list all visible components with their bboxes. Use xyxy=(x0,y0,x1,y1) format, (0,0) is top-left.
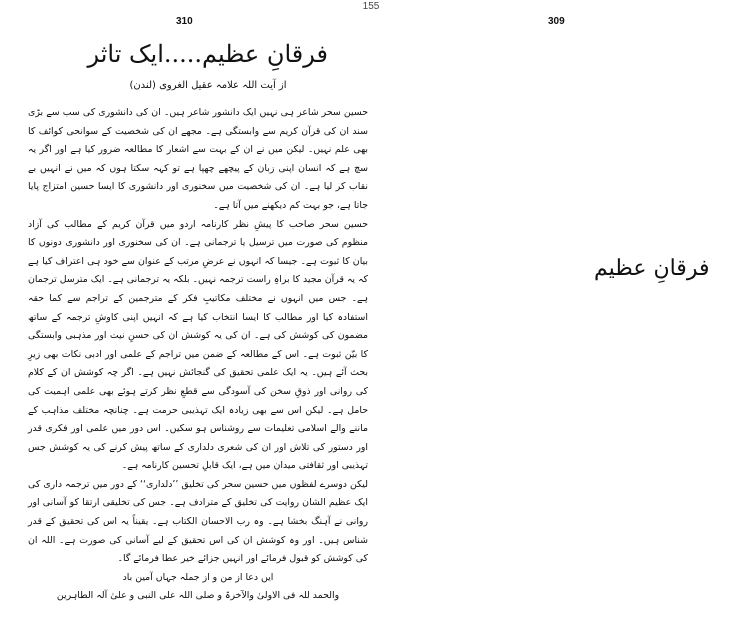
book-title: فرقانِ عظیم xyxy=(594,256,710,281)
closing-prayer: ایں دعا از من و از جملہ جہاں آمین باد xyxy=(122,571,274,583)
pdf-page-number: 155 xyxy=(362,1,380,12)
paragraph-2: حسین سحر صاحب کا پیشِ نظر کارنامہ اردو میں قرآن کریم کے مطالب کی آزاد منظوم کی صورت میں ترسیل یا ترجمانی ہے۔ ان کی سخنوری اور دانشوری دونوں کا بیان کا ثبوت ہے۔ جیسا کہ انہوں نے عرضِ مرتب کے عنوان سے خود ہی اعتراف کیا ہے کہ یہ قرآن مجید کا براہِ راست ترجمہ نہیں۔ بلکہ یہ ترجمانی ہے۔ ایک مترسل ترجمان ہے۔ جس میں انہوں نے مختلف مکاتیبِ فکر کے مترجمین کے تراجم سے کما حقہ استفادہ کیا اور مطالب کا ایسا انتخاب کیا ہے کہ انہیں اپنی کاوشِ ترجمہ کے ساتھ مضمون کی کوشش کی ہے۔ ان کی یہ کوشش ان کی حسنِ نیت اور مذہبی وابستگی کا بیّن ثبوت ہے۔ اس کے مطالعہ کے ضمن میں تراجم کے علمی اور ادبی نکات بھی زیرِ بحث آئے ہیں۔ یہ ایک علمی تحقیق کی گنجائش نہیں ہے۔ اگر چہ کوشش ان کے کلام کی روانی اور ذوقِ سخن کی آسودگی سے قطعِ نظر کرتے ہوئے بھی علمی اہمیت کی حامل ہے۔ لیکن اس سے بھی زیادہ ایک تہذیبی حرمت ہے۔ چنانچہ مختلف مذاہب کے ماننے والے اسلامی تعلیمات سے روشناس ہو سکیں۔ اس دور میں علمی اور فکری قدر اور دستور کی تلاش اور ان کی شعری دلداری کے ساتھ پیش کرنے کی یہ کوشش جس تہذیبی اور ثقافتی میدان میں ہے، ایک قابلِ تحسین کارنامہ ہے۔ xyxy=(28,218,368,472)
right-page xyxy=(386,12,726,542)
closing-salutation: والحمد للہ فی الاولیٰ والآخرۃ و صلی اللہ علی النبی و علیٰ آلہ الطاہرین xyxy=(56,590,340,602)
left-page xyxy=(14,12,374,602)
chapter-title: فرقانِ عظیم.....ایک تاثر xyxy=(87,40,328,68)
left-page-number: 310 xyxy=(176,16,193,27)
body-text xyxy=(28,104,368,606)
paragraph-1: حسین سحر شاعر ہی نہیں ایک دانشور شاعر ہیں۔ ان کی دانشوری کی سب سے بڑی سند ان کی قرآن کریم سے وابستگی ہے۔ مجھے ان کی شخصیت کے سوانحی کوائف کا بھی علم نہیں۔ لیکن میں نے ان کے بہت سے اشعار کا مطالعہ ضرور کیا ہے اور اگر یہ سچ ہے کہ انسان اپنی زبان کے پیچھے چھپا ہے تو کہہ سکتا ہوں کہ میں نے انہیں بے نقاب کر لیا ہے۔ ان کی شخصیت میں سخنوری اور دانشوری کا ایسا حسین امتزاج پایا جاتا ہے، جو بہت کم دیکھنے میں آتا ہے۔ xyxy=(28,107,368,211)
right-page-number: 309 xyxy=(548,16,565,27)
author-line: از آیت اللہ علامہ عقیل الغروی (لندن) xyxy=(129,80,287,91)
paragraph-3: لیکن دوسرے لفظوں میں حسین سحر کی تخلیق ’’دلداری‘‘ کے دور میں ترجمہ داری کی ایک عظیم الشان روایت کی تخلیق کے مترادف ہے۔ جس کی تخلیقی ارتقا کو آسانی اور روانی نے آہنگ بخشا ہے۔ وہ رب الاحسان الکتاب ہے۔ یقیناً یہ اس کی تحقیق کے قدر شناس ہیں۔ اور وہ کوشش ان کی اس تحقیق کے لیے آسانی کی صورت ہے۔ اللہ ان کی کوشش کو قبول فرمائے اور انہیں جزائے خیر عطا فرمائے گا۔ xyxy=(28,478,368,565)
